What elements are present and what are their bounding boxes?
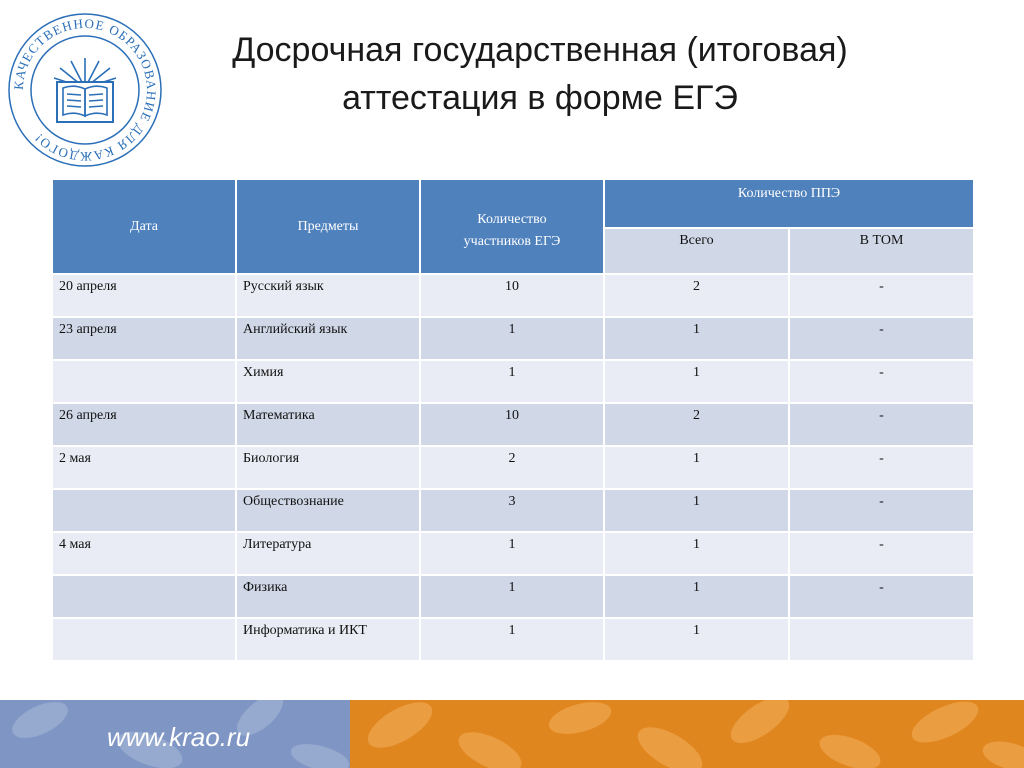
cell-ppe-incl: -: [789, 403, 974, 446]
cell-subject: Литература: [236, 532, 420, 575]
cell-ppe-total: 2: [604, 403, 789, 446]
cell-participants: 2: [420, 446, 604, 489]
header-participants-line-2: участников ЕГЭ: [463, 234, 561, 249]
cell-ppe-total: 1: [604, 532, 789, 575]
header-ppe: Количество ППЭ: [604, 179, 974, 228]
cell-date: 20 апреля: [52, 274, 236, 317]
cell-participants: 1: [420, 532, 604, 575]
header-subjects: Предметы: [236, 179, 420, 274]
cell-date: 4 мая: [52, 532, 236, 575]
page-title: [190, 26, 890, 122]
cell-participants: 1: [420, 575, 604, 618]
cell-ppe-incl: [789, 618, 974, 661]
cell-date: [52, 575, 236, 618]
cell-date: 2 мая: [52, 446, 236, 489]
exam-schedule-table: [51, 178, 975, 662]
header-participants: [420, 179, 604, 274]
cell-ppe-total: 1: [604, 489, 789, 532]
cell-ppe-incl: -: [789, 532, 974, 575]
cell-subject: Английский язык: [236, 317, 420, 360]
table-row: [52, 532, 974, 575]
cell-ppe-total: 1: [604, 618, 789, 661]
title-line-2: аттестация в форме ЕГЭ: [342, 79, 738, 117]
cell-ppe-incl: -: [789, 489, 974, 532]
table-row: [52, 489, 974, 532]
cell-subject: Обществознание: [236, 489, 420, 532]
cell-date: [52, 489, 236, 532]
header-date: Дата: [52, 179, 236, 274]
cell-subject: Химия: [236, 360, 420, 403]
logo-ring-text: КАЧЕСТВЕННОЕ ОБРАЗОВАНИЕ ДЛЯ КАЖДОГО!: [10, 15, 160, 165]
cell-ppe-incl: -: [789, 360, 974, 403]
cell-participants: 10: [420, 403, 604, 446]
cell-participants: 10: [420, 274, 604, 317]
table-row: [52, 618, 974, 661]
cell-participants: 1: [420, 317, 604, 360]
cell-ppe-incl: -: [789, 446, 974, 489]
cell-subject: Физика: [236, 575, 420, 618]
footer-banner: [0, 700, 1024, 768]
table-row: [52, 274, 974, 317]
table-row: [52, 403, 974, 446]
cell-ppe-incl: -: [789, 317, 974, 360]
cell-date: 23 апреля: [52, 317, 236, 360]
header-ppe-incl: В ТОМ: [789, 228, 974, 274]
cell-participants: 3: [420, 489, 604, 532]
cell-ppe-incl: -: [789, 575, 974, 618]
cell-subject: Математика: [236, 403, 420, 446]
title-line-1: Досрочная государственная (итоговая): [232, 31, 848, 69]
cell-ppe-total: 1: [604, 446, 789, 489]
table-row: [52, 446, 974, 489]
cell-ppe-total: 1: [604, 317, 789, 360]
table-row: [52, 360, 974, 403]
cell-date: 26 апреля: [52, 403, 236, 446]
cell-date: [52, 360, 236, 403]
cell-ppe-total: 1: [604, 360, 789, 403]
cell-ppe-incl: -: [789, 274, 974, 317]
footer-site-url: www.krao.ru: [107, 722, 251, 752]
cell-participants: 1: [420, 360, 604, 403]
table-row: [52, 317, 974, 360]
cell-participants: 1: [420, 618, 604, 661]
cell-ppe-total: 2: [604, 274, 789, 317]
cell-ppe-total: 1: [604, 575, 789, 618]
logo-emblem: [5, 12, 165, 168]
logo: [5, 12, 165, 168]
cell-date: [52, 618, 236, 661]
cell-subject: Русский язык: [236, 274, 420, 317]
cell-subject: Информатика и ИКТ: [236, 618, 420, 661]
header-participants-line-1: Количество: [477, 212, 547, 227]
table-row: [52, 575, 974, 618]
header-ppe-total: Всего: [604, 228, 789, 274]
cell-subject: Биология: [236, 446, 420, 489]
